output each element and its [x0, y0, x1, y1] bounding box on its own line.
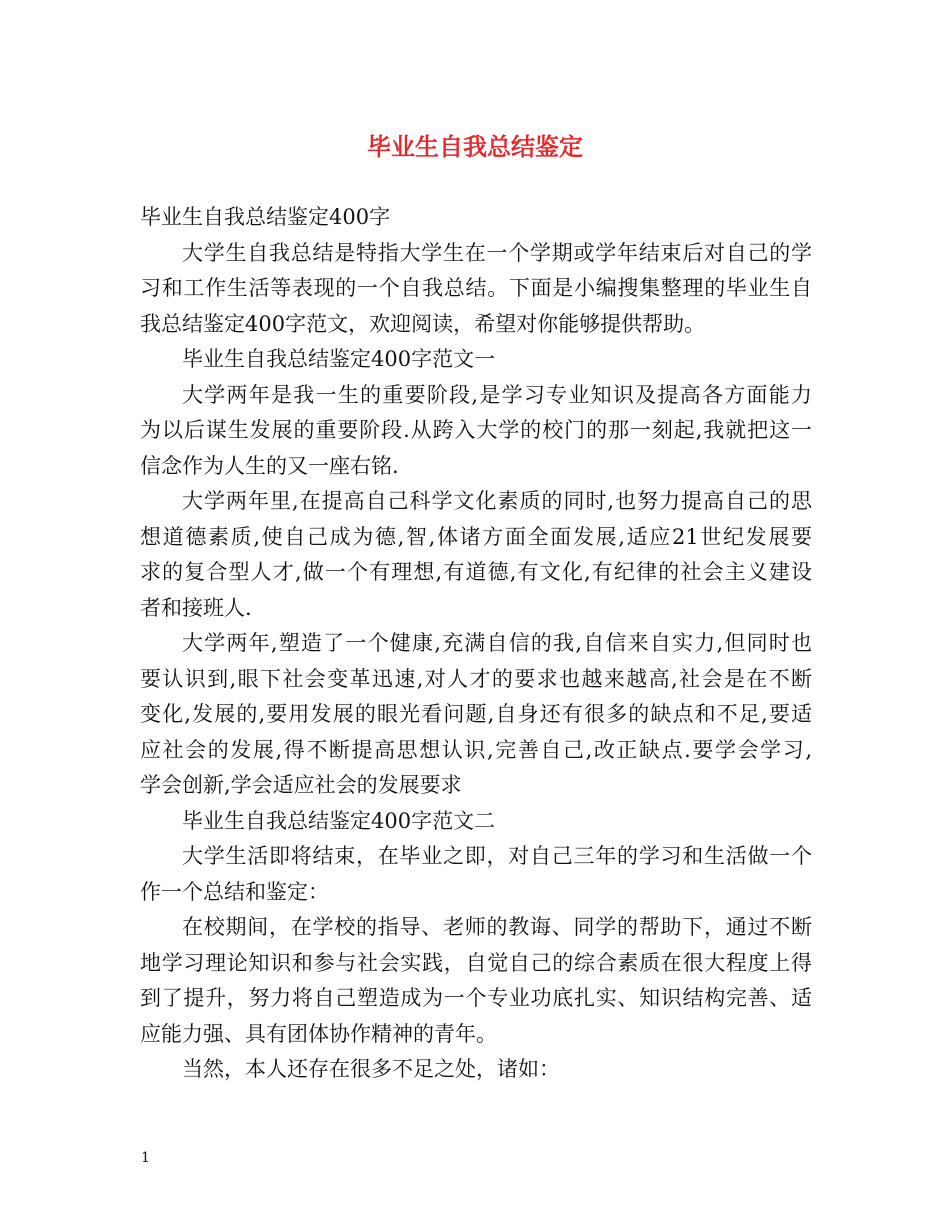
text-line: 当然，本人还存在很多不足之处，诸如： [182, 1057, 560, 1081]
text-line: 大学生活即将结束，在毕业之即，对自己三年的学习和生活做一个 [182, 844, 812, 868]
text-line: 变化,发展的,要用发展的眼光看问题,自身还有很多的缺点和不足,要适 [140, 702, 812, 726]
text-line: 应社会的发展,得不断提高思想认识,完善自己,改正缺点.要学会学习, [140, 737, 812, 762]
text-line: 毕业生自我总结鉴定400字 [140, 205, 391, 229]
text-line: 到了提升，努力将自己塑造成为一个专业功底扎实、知识结构完善、适 [140, 986, 812, 1010]
text-line: 要认识到,眼下社会变革迅速,对人才的要求也越来越高,社会是在不断 [140, 666, 812, 691]
text-line: 在校期间，在学校的指导、老师的教诲、同学的帮助下，通过不断 [182, 915, 812, 939]
document-title: 毕业生自我总结鉴定 [367, 132, 583, 161]
text-line: 学会创新,学会适应社会的发展要求 [140, 773, 462, 797]
text-line: 大学两年是我一生的重要阶段,是学习专业知识及提高各方面能力 [182, 382, 812, 407]
text-line: 毕业生自我总结鉴定400字范文二 [182, 808, 496, 833]
text-line: 求的复合型人才,做一个有理想,有道德,有文化,有纪律的社会主义建设 [140, 560, 812, 584]
text-line: 者和接班人. [140, 595, 252, 620]
text-line: 毕业生自我总结鉴定400字范文一 [182, 347, 496, 371]
text-line: 大学两年,塑造了一个健康,充满自信的我,自信来自实力,但同时也 [182, 631, 812, 655]
text-line: 信念作为人生的又一座右铭. [140, 453, 399, 478]
text-line: 想道德素质,使自己成为德,智,体诸方面全面发展,适应21世纪发展要 [140, 524, 812, 549]
text-line: 作一个总结和鉴定： [140, 879, 329, 904]
text-line: 地学习理论知识和参与社会实践，自觉自己的综合素质在很大程度上得 [140, 950, 812, 975]
text-line: 为以后谋生发展的重要阶段.从跨入大学的校门的那一刻起,我就把这一 [140, 418, 812, 442]
page-number: 1 [141, 1150, 150, 1166]
text-line: 我总结鉴定400字范文，欢迎阅读，希望对你能够提供帮助。 [140, 311, 706, 336]
text-line: 大学生自我总结是特指大学生在一个学期或学年结束后对自己的学 [182, 240, 812, 265]
document-body [140, 200, 812, 1088]
text-line: 习和工作生活等表现的一个自我总结。下面是小编搜集整理的毕业生自 [140, 276, 812, 300]
text-line: 应能力强、具有团体协作精神的青年。 [140, 1021, 497, 1046]
text-line: 大学两年里,在提高自己科学文化素质的同时,也努力提高自己的思 [182, 489, 812, 513]
